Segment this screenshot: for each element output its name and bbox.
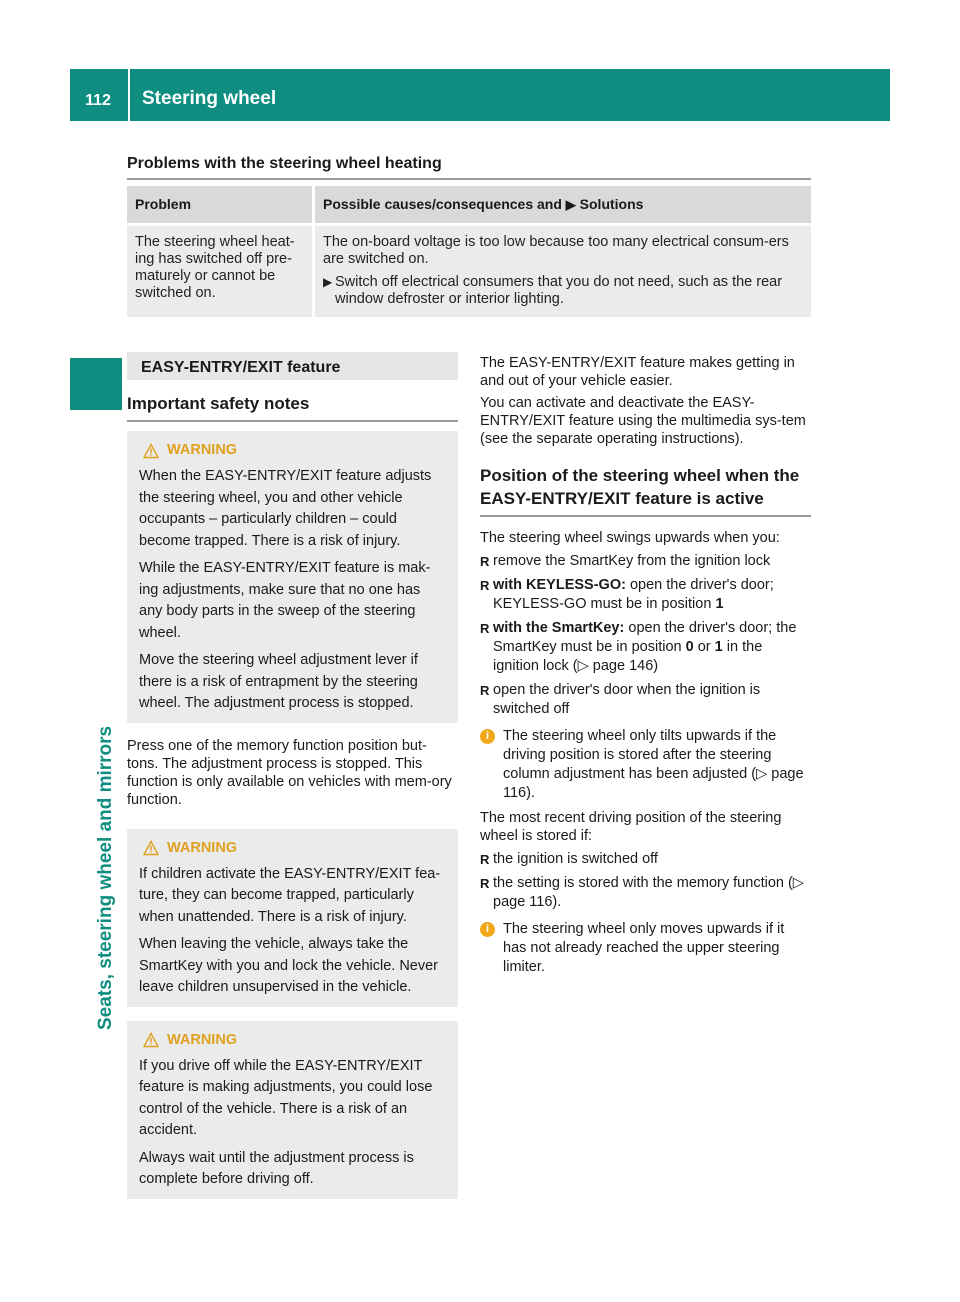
warning-header [143,839,446,858]
causes-column-header [315,186,811,226]
list-item [480,850,811,869]
list-item [480,681,811,719]
page-title: Steering wheel [142,88,277,109]
section-rule [127,178,811,180]
list-item-body: open the driver's door; KEYLESS-GO must be in position [493,577,774,612]
problem-column-header: Problem [127,186,315,226]
info-icon: i [480,922,495,937]
info-note [480,920,811,977]
left-column [127,352,458,1199]
warning-triangle-icon [143,443,159,459]
warning-text: While the EASY-ENTRY/EXIT feature is mak-ing adjustments, make sure that no one has any body parts in the sweep of the steering wheel. [139,560,431,641]
bullet-icon: R [480,578,490,593]
list-item-text: the setting is stored with the memory function (▷ page 116). [493,875,804,910]
info-icon: i [480,729,495,744]
info-text: The steering wheel only moves upwards if it has not already reached the upper steering limiter. [503,921,785,975]
chapter-tab-label: Seats, steering wheel and mirrors [95,725,116,1030]
warning-triangle-icon [143,840,159,856]
warning-box [127,431,458,723]
warning-text: If you drive off while the EASY-ENTRY/EXIT feature is making adjustments, you could lose control of the vehicle. There is a risk of an accident. [139,1057,433,1138]
problems-title: Problems with the steering wheel heating [127,155,442,172]
info-note [480,727,811,803]
safety-notes-heading: Important safety notes [127,394,310,413]
bullet-icon: R [480,852,490,867]
section-rule [480,515,811,517]
position-value: 1 [715,596,724,612]
warning-label: WARNING [167,1031,238,1048]
warning-text: When the EASY-ENTRY/EXIT feature adjusts the steering wheel, you and other vehicle occupants – particularly children – could become trapped. There is a risk of injury. [139,468,432,549]
list-item [480,874,811,912]
warning-label: WARNING [167,839,238,856]
warning-text: Move the steering wheel adjustment lever if there is a risk of entrapment by the steering wheel. The adjustment process is stopped. [139,652,418,711]
list-item-text: the ignition is switched off [493,851,658,867]
list-item-body: open the driver's door; the SmartKey must be in position [493,620,797,655]
solution-text: Switch off electrical consumers that you do not need, such as the rear window defroster or interior lighting. [335,274,783,307]
problem-cell: The steering wheel heat-ing has switched off pre-maturely or cannot be switched on. [127,226,315,317]
intro-text: The EASY-ENTRY/EXIT feature makes getting in and out of your vehicle easier. [480,355,795,389]
solution-step [323,274,803,308]
table-header-row [127,186,811,226]
causes-header-text: Possible causes/consequences and [323,196,562,212]
intro-text: You can activate and deactivate the EASY-ENTRY/EXIT feature using the multimedia sys-tem (see the separate operating instructions). [480,395,806,447]
easy-entry-heading: EASY-ENTRY/EXIT feature [127,352,458,380]
recent-position-text: The most recent driving position of the steering wheel is stored if: [480,810,782,844]
warning-triangle-icon [143,1032,159,1048]
solution-arrow-icon: ▶ [565,197,576,212]
position-value: 1 [714,639,723,655]
position-heading: Position of the steering wheel when the EASY-ENTRY/EXIT feature is active [480,466,800,508]
warning-label: WARNING [167,442,238,458]
warning-header [143,1031,446,1050]
warning-text: When leaving the vehicle, always take the SmartKey with you and lock the vehicle. Never leave children unsupervised in the vehicle. [139,936,438,995]
warning-text: Always wait until the adjustment process is complete before driving off. [139,1149,414,1187]
list-item-bold: with KEYLESS-GO: [493,577,626,593]
warning-header [143,441,446,460]
bullet-icon: R [480,683,490,698]
cause-cell [315,226,811,317]
list-item-or: or [697,639,711,655]
section-rule [127,420,458,422]
page-reference-link[interactable]: in the ignition lock (▷ page 146) [493,639,763,674]
bullet-icon: R [480,554,490,569]
warning-box [127,1021,458,1199]
solutions-header-text: Solutions [579,196,644,212]
page-number: 112 [85,92,111,109]
warning-text: If children activate the EASY-ENTRY/EXIT fea-ture, they can become trapped, particularly when unattended. There is a risk of injury. [139,865,441,925]
memory-function-text: Press one of the memory function position but-tons. The adjustment process is stopped. This function is only available on vehicles with mem-ory function. [127,737,452,808]
swings-text: The steering wheel swings upwards when you: [480,530,780,546]
bullet-icon: R [480,876,490,891]
header-divider [128,69,130,121]
list-item-text: open the driver's door when the ignition is switched off [493,682,761,717]
problems-table [127,186,811,317]
list-item [480,552,811,571]
table-row [127,226,811,317]
list-item-text [493,619,811,676]
list-item [480,576,811,614]
list-item [480,619,811,676]
cause-text: The on-board voltage is too low because too many electrical consum-ers are switched on. [323,234,789,267]
list-item-text: remove the SmartKey from the ignition lock [493,553,771,569]
page-header [70,69,890,121]
step-arrow-icon: ▶ [323,275,333,289]
right-column [480,354,811,977]
warning-box [127,829,458,1007]
bullet-icon: R [480,621,490,636]
list-item-text [493,576,811,614]
list-item-bold: with the SmartKey: [493,620,625,636]
position-value: 0 [685,639,694,655]
info-text: The steering wheel only tilts upwards if the driving position is stored after the steering column adjustment has been adjusted (▷ page 116). [503,728,804,801]
chapter-tab-marker [70,358,122,410]
